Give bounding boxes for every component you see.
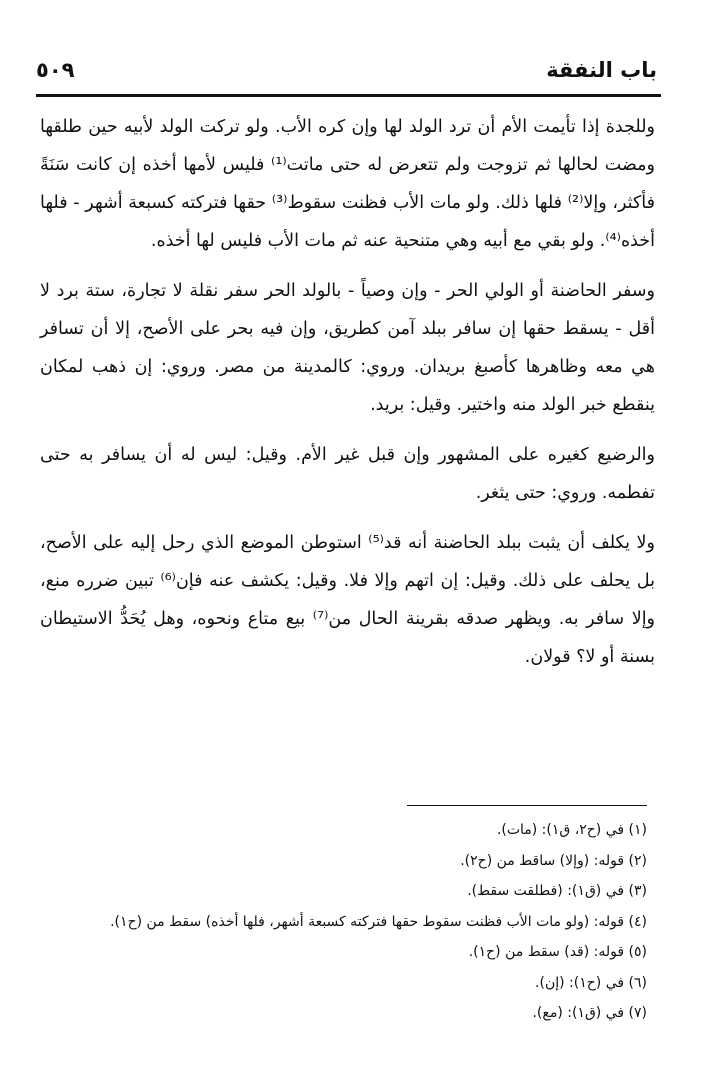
main-text: [40, 108, 655, 688]
footnote-7: (٧) في (ق١): (مع).: [532, 1005, 647, 1021]
footnote-1: (١) في (ح٢، ق١): (مات).: [496, 822, 647, 838]
paragraph-3: والرضيع كغيره على المشهور وإن قبل غير الأم. وقيل: ليس له أن يسافر به حتى تفطمه. وروي: حتى يثغر.: [40, 445, 655, 503]
footnote-2: (٢) قوله: (وإلا) ساقط من (ح٢).: [460, 852, 647, 869]
footnote-5: (٥) قوله: (قد) سقط من (ح١).: [468, 944, 647, 960]
chapter-title: باب النفقة: [546, 58, 657, 82]
footnote-4: (٤) قوله: (ولو مات الأب فظنت سقوط حقها فتركته كسبعة أشهر، فلها أخذه) سقط من (ح١).: [110, 913, 647, 930]
page-number: ٥٠٩: [36, 58, 75, 82]
footnotes-list: [40, 815, 647, 1029]
paragraph-4: ولا يكلف أن يثبت ببلد الحاضنة أنه قد⁽⁵⁾ استوطن الموضع الذي رحل إليه على الأصح، بل يحلف على ذلك. وقيل: إن اتهم وإلا فلا. وقيل: يكشف عنه فإن⁽⁶⁾ تبين ضرره منع، وإلا سافر به. ويظهر صدقه بقرينة الحال من⁽⁷⁾ بيع متاع ونحوه، وهل يُحَدُّ الاستيطان بسنة أو لا؟ قولان.: [40, 533, 656, 667]
header-rule: [36, 94, 661, 97]
running-header: [36, 52, 657, 88]
footnote-separator: [407, 805, 647, 806]
paragraph-2: وسفر الحاضنة أو الولي الحر - وإن وصياً - بالولد الحر سفر نقلة لا تجارة، ستة برد لا أقل - يسقط حقها إن سافر ببلد آمن كطريق، وإن فيه بحر على الأصح، إلا أن تسافر هي معه وظاهرها كأصبغ بريدان. وروي: كالمدينة من مصر. وروي: إن ذهب لمكان ينقطع خبر الولد منه واختير. وقيل: بريد.: [40, 281, 655, 415]
paragraph-1: وللجدة إذا تأيمت الأم أن ترد الولد لها وإن كره الأب. ولو تركت الولد لأبيه حين طلقها ومضت لحالها ثم تزوجت ولم تتعرض له حتى ماتت⁽¹⁾ فليس لأمها أخذه إن كانت سَنَةً فأكثر، وإلا⁽²⁾ فلها ذلك. ولو مات الأب فظنت سقوط⁽³⁾ حقها فتركته كسبعة أشهر - فلها أخذه⁽⁴⁾. ولو بقي مع أبيه وهي متنحية عنه ثم مات الأب فليس لها أخذه.: [40, 117, 655, 251]
footnote-3: (٣) في (ق١): (فطلقت سقط).: [467, 883, 647, 899]
footnote-6: (٦) في (ح١): (إن).: [535, 974, 647, 991]
